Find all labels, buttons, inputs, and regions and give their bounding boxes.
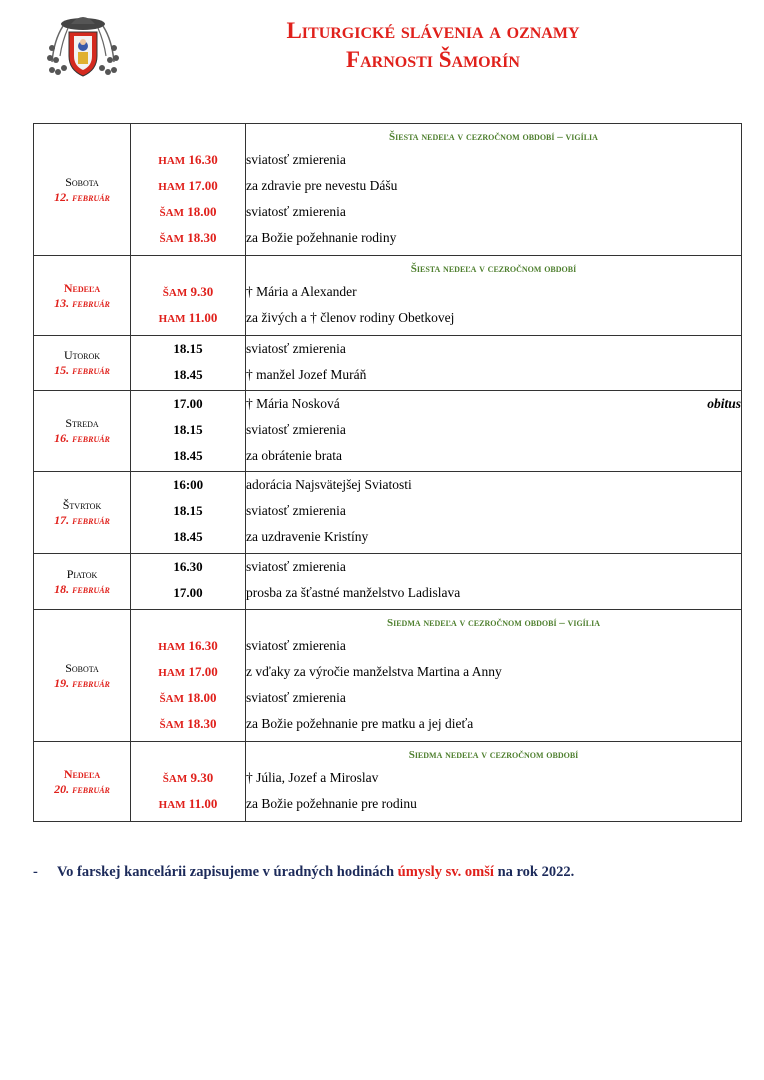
day-row: [34, 391, 742, 472]
time-value: 16:00: [172, 477, 204, 492]
day-name: Štvrtok: [62, 497, 102, 512]
feast-title: Šiesta nedeľa v cezročnom období: [410, 263, 577, 275]
time-cell: [131, 742, 246, 822]
entry-text: [246, 391, 741, 417]
intention-text: sviatosť zmierenia: [246, 341, 346, 356]
entry-cell: [246, 742, 742, 822]
time-value: 17.00: [173, 585, 203, 600]
note-text-1: Vo farskej kancelárii zapisujeme v úradných hodinách: [57, 864, 398, 880]
time-cell: [131, 336, 246, 391]
time-value: 18.15: [173, 422, 203, 437]
entry-cell: [246, 391, 742, 472]
day-name: Utorok: [63, 348, 101, 362]
entry-text: [246, 305, 741, 331]
schedule-table: [33, 123, 742, 822]
entry-text: [246, 685, 741, 711]
time-label: [131, 225, 245, 251]
intention-text: sviatosť zmierenia: [246, 422, 346, 437]
day-row: [34, 554, 742, 610]
time-label: [131, 305, 245, 331]
time-value: 17.00: [188, 178, 218, 193]
time-value: 18.30: [187, 716, 217, 731]
intention-text: sviatosť zmierenia: [246, 152, 346, 167]
time-label: [131, 173, 245, 199]
entry-text: [246, 711, 741, 737]
time-value: 16.30: [188, 638, 218, 653]
page-title: Liturgické slávenia a oznamy: [286, 18, 580, 43]
entry-text: [246, 199, 741, 225]
day-cell: [34, 256, 131, 336]
entry-text: [246, 279, 741, 305]
entry-cell: [246, 336, 742, 391]
entry-text: [246, 580, 741, 606]
day-cell: [34, 472, 131, 554]
time-cell: [131, 554, 246, 610]
intention-text: † Júlia, Jozef a Miroslav: [246, 770, 379, 785]
intention-text: z vďaky za výročie manželstva Martina a Anny: [246, 664, 502, 679]
intention-text: sviatosť zmierenia: [246, 204, 346, 219]
entry-text: [246, 765, 741, 791]
time-value: 17.00: [188, 664, 218, 679]
day-row: [34, 610, 742, 742]
time-prefix: HAM: [158, 313, 186, 325]
time-prefix: HAM: [158, 641, 186, 653]
entry-text: [246, 173, 741, 199]
time-spacer: [131, 742, 245, 765]
time-value: 18.45: [173, 448, 203, 463]
day-date: 13. február: [54, 295, 110, 310]
intention-text: † Mária a Alexander: [246, 284, 357, 299]
entry-text: [246, 443, 741, 469]
day-cell: [34, 554, 131, 610]
time-value: 18.00: [187, 204, 217, 219]
obitus-label: obitus: [707, 396, 741, 411]
time-prefix: HAM: [158, 799, 186, 811]
time-label: [131, 524, 245, 550]
time-label: [131, 472, 245, 498]
day-name: Nedeľa: [63, 280, 101, 295]
entry-text: [246, 554, 741, 580]
time-value: 16.30: [188, 152, 218, 167]
time-label: [131, 199, 245, 225]
time-label: [131, 417, 245, 443]
time-prefix: ŠAM: [159, 233, 184, 245]
time-value: 18.45: [173, 529, 203, 544]
day-cell: [34, 742, 131, 822]
intention-text: prosba za šťastné manželstvo Ladislava: [246, 585, 461, 600]
entry-text: [246, 147, 741, 173]
time-label: [131, 554, 245, 580]
day-name: Piatok: [66, 566, 98, 581]
entry-text: [246, 362, 741, 388]
time-prefix: HAM: [158, 181, 186, 193]
page-subtitle: Farnosti Šamorín: [346, 47, 520, 72]
day-row: [34, 336, 742, 391]
day-cell: [34, 124, 131, 256]
intention-text: † Mária Nosková: [246, 396, 340, 411]
announcement-note: [33, 864, 574, 881]
time-prefix: ŠAM: [159, 207, 184, 219]
day-row: [34, 256, 742, 336]
time-value: 11.00: [188, 310, 218, 325]
time-prefix: ŠAM: [162, 287, 188, 299]
intention-text: † manžel Jozef Muráň: [246, 367, 367, 382]
time-prefix: ŠAM: [159, 719, 184, 731]
intention-text: sviatosť zmierenia: [246, 690, 346, 705]
time-cell: [131, 256, 246, 336]
time-cell: [131, 124, 246, 256]
entry-text: [246, 659, 741, 685]
intention-text: sviatosť zmierenia: [246, 638, 346, 653]
time-prefix: ŠAM: [162, 773, 188, 785]
time-label: [131, 659, 245, 685]
time-label: [131, 711, 245, 737]
time-cell: [131, 610, 246, 742]
entry-text: [246, 472, 741, 498]
note-text-2: na rok 2022.: [493, 864, 575, 880]
time-label: [131, 391, 245, 417]
entry-text: [246, 336, 741, 362]
time-value: 16.30: [173, 559, 203, 574]
entry-cell: [246, 256, 742, 336]
time-value: 18.00: [187, 690, 217, 705]
time-spacer: [131, 256, 245, 279]
time-label: [131, 498, 245, 524]
day-date: 18. február: [54, 581, 110, 596]
entry-cell: [246, 124, 742, 256]
day-cell: [34, 336, 131, 391]
intention-text: za Božie požehnanie rodiny: [246, 230, 397, 245]
intention-text: za zdravie pre nevestu Dášu: [246, 178, 398, 193]
time-prefix: ŠAM: [159, 693, 184, 705]
intention-text: sviatosť zmierenia: [246, 503, 346, 518]
entry-cell: [246, 554, 742, 610]
day-cell: [34, 610, 131, 742]
entry-text: [246, 524, 741, 550]
time-label: [131, 147, 245, 173]
intention-text: adorácia Najsvätejšej Sviatosti: [246, 477, 412, 492]
time-value: 9.30: [190, 284, 214, 299]
time-label: [131, 685, 245, 711]
day-date: 20. február: [54, 781, 110, 796]
time-label: [131, 580, 245, 606]
time-label: [131, 279, 245, 305]
entry-text: [246, 791, 741, 817]
time-value: 18.30: [187, 230, 217, 245]
time-prefix: HAM: [158, 667, 186, 679]
time-label: [131, 336, 245, 362]
time-label: [131, 443, 245, 469]
note-highlight: úmysly sv. omší: [397, 864, 494, 880]
entry-text: [246, 417, 741, 443]
intention-text: za Božie požehnanie pre rodinu: [246, 796, 417, 811]
time-label: [131, 791, 245, 817]
time-value: 9.30: [190, 770, 214, 785]
feast-title: Siedma nedeľa v cezročnom období: [408, 749, 579, 761]
day-row: [34, 472, 742, 554]
intention-text: za uzdravenie Kristíny: [246, 529, 369, 544]
time-label: [131, 633, 245, 659]
time-value: 11.00: [188, 796, 218, 811]
time-value: 18.15: [173, 341, 203, 356]
intention-text: za Božie požehnanie pre matku a jej dieťa: [246, 716, 474, 731]
feast-title: Siedma nedeľa v cezročnom období – vigília: [386, 617, 601, 629]
time-cell: [131, 391, 246, 472]
day-name: Sobota: [65, 174, 99, 189]
time-label: [131, 765, 245, 791]
day-row: [34, 124, 742, 256]
day-name: Nedeľa: [63, 766, 101, 781]
coat-of-arms-icon: [44, 12, 122, 82]
intention-text: za živých a † členov rodiny Obetkovej: [246, 310, 455, 325]
day-date: 12. február: [54, 189, 110, 204]
time-label: [131, 362, 245, 388]
time-spacer: [131, 124, 245, 147]
intention-text: za obrátenie brata: [246, 448, 342, 463]
entry-cell: [246, 610, 742, 742]
day-date: 15. február: [54, 363, 110, 377]
time-cell: [131, 472, 246, 554]
note-dash: -: [33, 864, 38, 880]
day-date: 16. február: [54, 431, 110, 445]
intention-text: sviatosť zmierenia: [246, 559, 346, 574]
day-name: Streda: [65, 416, 99, 430]
feast-title: Šiesta nedeľa v cezročnom období – vigília: [389, 131, 598, 143]
day-row: [34, 742, 742, 822]
time-value: 18.45: [173, 367, 203, 382]
day-date: 17. február: [54, 512, 110, 527]
entry-cell: [246, 472, 742, 554]
day-cell: [34, 391, 131, 472]
time-prefix: HAM: [158, 155, 186, 167]
entry-text: [246, 225, 741, 251]
day-name: Sobota: [65, 660, 99, 675]
time-value: 17.00: [173, 396, 203, 411]
time-spacer: [131, 610, 245, 633]
day-date: 19. február: [54, 675, 110, 690]
entry-text: [246, 633, 741, 659]
time-value: 18.15: [173, 503, 203, 518]
entry-text: [246, 498, 741, 524]
